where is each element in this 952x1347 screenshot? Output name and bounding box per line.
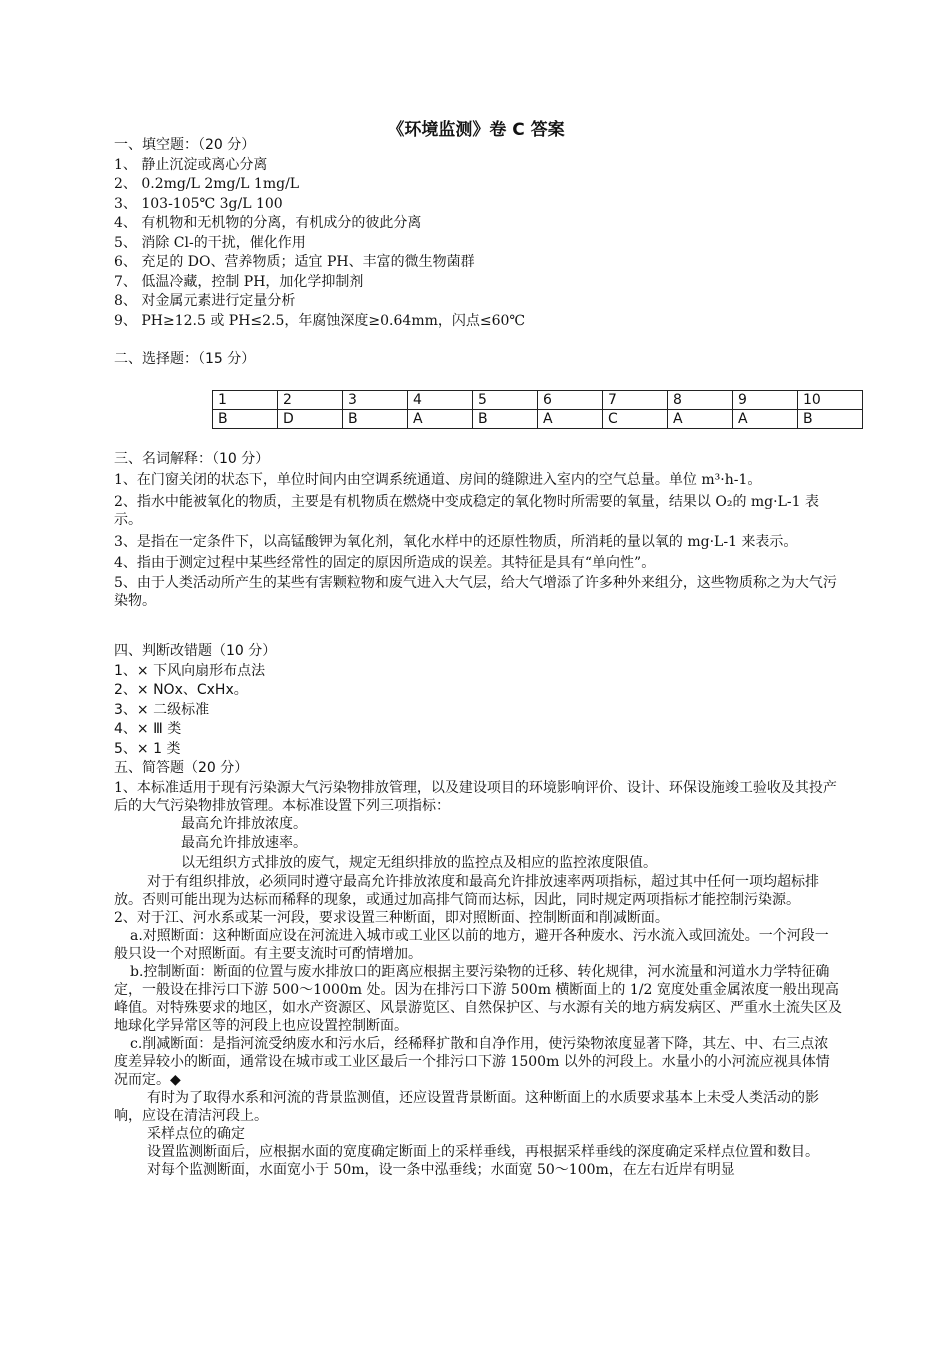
table-cell: 10 xyxy=(798,391,863,410)
list-item: 4、 有机物和无机物的分离，有机成分的彼此分离 xyxy=(114,215,422,231)
list-item: 2、× NOx、CxHx。 xyxy=(114,682,248,698)
paragraph: 设置监测断面后，应根据水面的宽度确定断面上的采样垂线，再根据采样垂线的深度确定采样点位置和数目。 xyxy=(147,1144,819,1160)
list-item: 7、 低温冷藏，控制 PH，加化学抑制剂 xyxy=(114,273,364,290)
table-row xyxy=(213,410,863,429)
table-cell: 8 xyxy=(668,391,733,410)
section-heading: 四、判断改错题（10 分） xyxy=(114,643,277,659)
table-cell: 5 xyxy=(473,391,538,410)
list-item: 6、 充足的 DO、营养物质；适宜 PH、丰富的微生物菌群 xyxy=(114,254,475,270)
list-item: 3、是指在一定条件下，以高锰酸钾为氧化剂，氧化水样中的还原性物质，所消耗的量以氧的 mg·L-1 来表示。 xyxy=(114,533,798,550)
section-heading: 一、填空题：（20 分） xyxy=(114,137,256,153)
paragraph: b.控制断面：断面的位置与废水排放口的距离应根据主要污染物的迁移、转化规律，河水流量和河道水力学特征确定，一般设在排污口下游 500～1000m 处。因为在排污口下游 500m 横断面上的 1/2 宽度处重金属浓度一般出现高峰值。对特殊要求的地区，如水产资源区、风景游览区、自然保护区、与水源有关的地方病发病区、严重水土流失区及地球化学异常区等的河段上也应设置控制断面。 xyxy=(114,964,842,1034)
paragraph: 2、对于江、河水系或某一河段，要求设置三种断面，即对照断面、控制断面和削减断面。 xyxy=(114,910,669,926)
table-cell: C xyxy=(603,410,668,429)
section-terms xyxy=(114,450,842,610)
list-item: 2、指水中能被氧化的物质，主要是有机物质在燃烧中变成稳定的氧化物时所需要的氧量，结果以 O₂的 mg·L-1 表示。 xyxy=(114,493,819,528)
table-row xyxy=(213,391,863,410)
section-heading: 三、名词解释：（10 分） xyxy=(114,451,270,467)
list-item: 3、 103-105℃ 3g/L 100 xyxy=(114,195,283,212)
table-cell: D xyxy=(278,410,343,429)
table-cell: B xyxy=(213,410,278,429)
table-cell: 3 xyxy=(343,391,408,410)
table-cell: B xyxy=(343,410,408,429)
table-cell: 7 xyxy=(603,391,668,410)
list-item: 1、在门窗关闭的状态下，单位时间内由空调系统通道、房间的缝隙进入室内的空气总量。单位 m³·h-1。 xyxy=(114,471,762,488)
table-cell: 6 xyxy=(538,391,603,410)
list-item: 2、 0.2mg/L 2mg/L 1mg/L xyxy=(114,176,300,192)
list-item: 5、由于人类活动所产生的某些有害颗粒物和废气进入大气层，给大气增添了许多种外来组分，这些物质称之为大气污染物。 xyxy=(114,574,837,609)
paragraph: c.削减断面：是指河流受纳废水和污水后，经稀释扩散和自净作用，使污染物浓度显著下降，其左、中、右三点浓度差异较小的断面，通常设在城市或工业区最后一个排污口下游 1500m 以外的河段上。水量小的小河流应视具体情况而定。◆ xyxy=(114,1036,830,1088)
section-choice xyxy=(114,350,842,370)
list-item: 以无组织方式排放的废气，规定无组织排放的监控点及相应的监控浓度限值。 xyxy=(181,854,657,871)
table-cell: 4 xyxy=(408,391,473,410)
subheading: 采样点位的确定 xyxy=(147,1126,245,1142)
list-item: 9、 PH≥12.5 或 PH≤2.5，年腐蚀深度≥0.64mm，闪点≤60℃ xyxy=(114,312,526,329)
answer-table xyxy=(212,390,863,429)
table-cell: 1 xyxy=(213,391,278,410)
list-item: 4、× Ⅲ 类 xyxy=(114,721,182,737)
paragraph: 对于有组织排放，必须同时遵守最高允许排放浓度和最高允许排放速率两项指标，超过其中任何一项均超标排放。否则可能出现为达标而稀释的现象，或通过加高排气筒而达标，因此，同时规定两项指标才能控制污染源。 xyxy=(114,874,819,908)
table-cell: A xyxy=(408,410,473,429)
section-heading: 二、选择题：（15 分） xyxy=(114,351,256,367)
table-cell: 9 xyxy=(733,391,798,410)
table-cell: A xyxy=(668,410,733,429)
section-short-answer xyxy=(114,759,842,1179)
paragraph: 有时为了取得水系和河流的背景监测值，还应设置背景断面。这种断面上的水质要求基本上未受人类活动的影响，应设在清洁河段上。 xyxy=(114,1090,819,1124)
section-fill-blank xyxy=(114,136,842,331)
table-cell: A xyxy=(538,410,603,429)
list-item: 4、指由于测定过程中某些经常性的固定的原因所造成的误差。其特征是具有“单向性”。 xyxy=(114,554,656,571)
list-item: 5、 消除 Cl-的干扰，催化作用 xyxy=(114,234,306,251)
list-item: 1、× 下风向扇形布点法 xyxy=(114,662,266,679)
section-heading: 五、简答题（20 分） xyxy=(114,760,249,776)
list-item: 1、 静止沉淀或离心分离 xyxy=(114,156,268,173)
table-cell: B xyxy=(473,410,538,429)
paragraph: a.对照断面：这种断面应设在河流进入城市或工业区以前的地方，避开各种废水、污水流入或回流处。一个河段一般只设一个对照断面。有主要支流时可酌情增加。 xyxy=(114,928,829,962)
paragraph: 1、本标准适用于现有污染源大气污染物排放管理，以及建设项目的环境影响评价、设计、环保设施竣工验收及其投产后的大气污染物排放管理。本标准设置下列三项指标： xyxy=(114,779,837,814)
list-item: 最高允许排放速率。 xyxy=(181,835,307,851)
list-item: 8、 对金属元素进行定量分析 xyxy=(114,293,296,309)
table-cell: B xyxy=(798,410,863,429)
list-item: 3、× 二级标准 xyxy=(114,701,210,718)
list-item: 最高允许排放浓度。 xyxy=(181,815,307,832)
list-item: 5、× 1 类 xyxy=(114,740,181,757)
document-title: 《环境监测》卷 C 答案 xyxy=(387,120,565,140)
table-cell: 2 xyxy=(278,391,343,410)
section-judge xyxy=(114,642,842,759)
paragraph: 对每个监测断面，水面宽小于 50m，设一条中泓垂线；水面宽 50～100m，在左右近岸有明显 xyxy=(147,1162,735,1178)
table-cell: A xyxy=(733,410,798,429)
